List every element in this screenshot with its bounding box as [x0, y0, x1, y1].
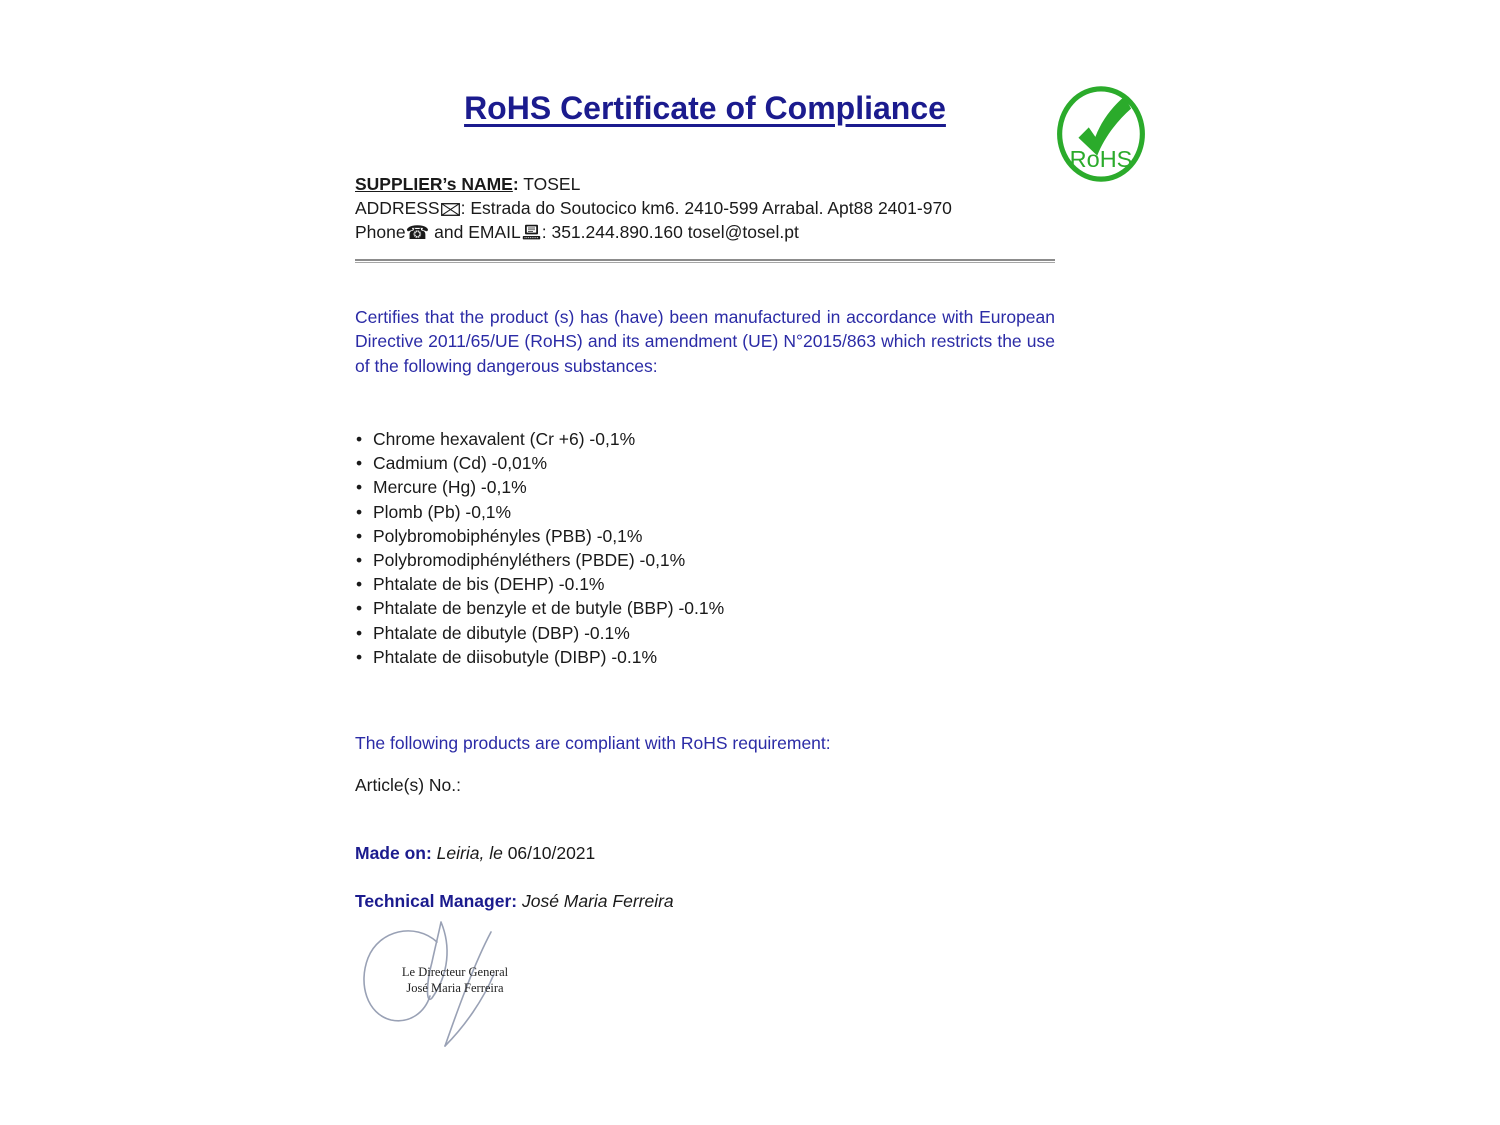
substance-item: • Plomb (Pb) -0,1% — [356, 500, 1056, 524]
supplier-address-line — [355, 196, 952, 220]
certification-paragraph: Certifies that the product (s) has (have) been manufactured in accordance with European Directive 2011/65/UE (RoHS) and its amendment (UE) N°2015/863 which restricts the use of the following dangerous substances: — [355, 307, 1055, 376]
supplier-info — [355, 172, 952, 245]
substance-item: • Polybromobiphényles (PBB) -0,1% — [356, 524, 1056, 548]
substance-item: • Cadmium (Cd) -0,01% — [356, 451, 1056, 475]
horizontal-divider — [355, 259, 1055, 263]
made-on-line — [355, 843, 1055, 864]
signature-line2: José Maria Ferreira — [406, 981, 504, 995]
supplier-name-label: SUPPLIER’s NAME — [355, 174, 513, 194]
substance-item: • Chrome hexavalent (Cr +6) -0,1% — [356, 427, 1056, 451]
substance-item: • Phtalate de dibutyle (DBP) -0.1% — [356, 621, 1056, 645]
made-on-place: Leiria, le — [431, 843, 503, 863]
envelope-icon — [441, 203, 460, 216]
computer-icon — [522, 224, 541, 240]
email-label: and EMAIL — [429, 222, 521, 242]
signature-text — [395, 964, 515, 996]
page-title: RoHS Certificate of Compliance — [464, 90, 946, 126]
made-on-date: 06/10/2021 — [502, 843, 596, 863]
telephone-icon: ☎ — [405, 222, 430, 244]
phone-label: Phone — [355, 222, 406, 242]
technical-manager-line — [355, 891, 1055, 912]
substance-item: • Phtalate de diisobutyle (DIBP) -0.1% — [356, 645, 1056, 669]
substance-item: • Phtalate de benzyle et de butyle (BBP) -0.1% — [356, 596, 1056, 620]
signature — [357, 918, 557, 1058]
substance-item: • Mercure (Hg) -0,1% — [356, 475, 1056, 499]
rohs-logo — [1054, 84, 1148, 184]
articles-label: Article(s) No.: — [355, 775, 461, 795]
substance-item: • Polybromodiphényléthers (PBDE) -0,1% — [356, 548, 1056, 572]
technical-manager-label: Technical Manager: — [355, 891, 518, 911]
made-on-label: Made on: — [355, 843, 432, 863]
address-label: ADDRESS — [355, 198, 440, 218]
compliance-statement: The following products are compliant with RoHS requirement: — [355, 733, 831, 753]
technical-manager-name: José Maria Ferreira — [517, 891, 674, 911]
substance-item: • Phtalate de bis (DEHP) -0.1% — [356, 572, 1056, 596]
substance-list — [356, 427, 1056, 669]
address-value: : Estrada do Soutocico km6. 2410-599 Arrabal. Apt88 2401-970 — [460, 198, 952, 218]
signature-line1: Le Directeur General — [401, 965, 509, 979]
supplier-name-line — [355, 172, 952, 196]
logo-label: RoHS — [1069, 145, 1133, 172]
contact-value: : 351.244.890.160 tosel@tosel.pt — [541, 222, 799, 242]
supplier-contact-line — [355, 220, 952, 245]
supplier-name-value: TOSEL — [518, 174, 581, 194]
supplier-name-colon: : — [512, 174, 519, 194]
